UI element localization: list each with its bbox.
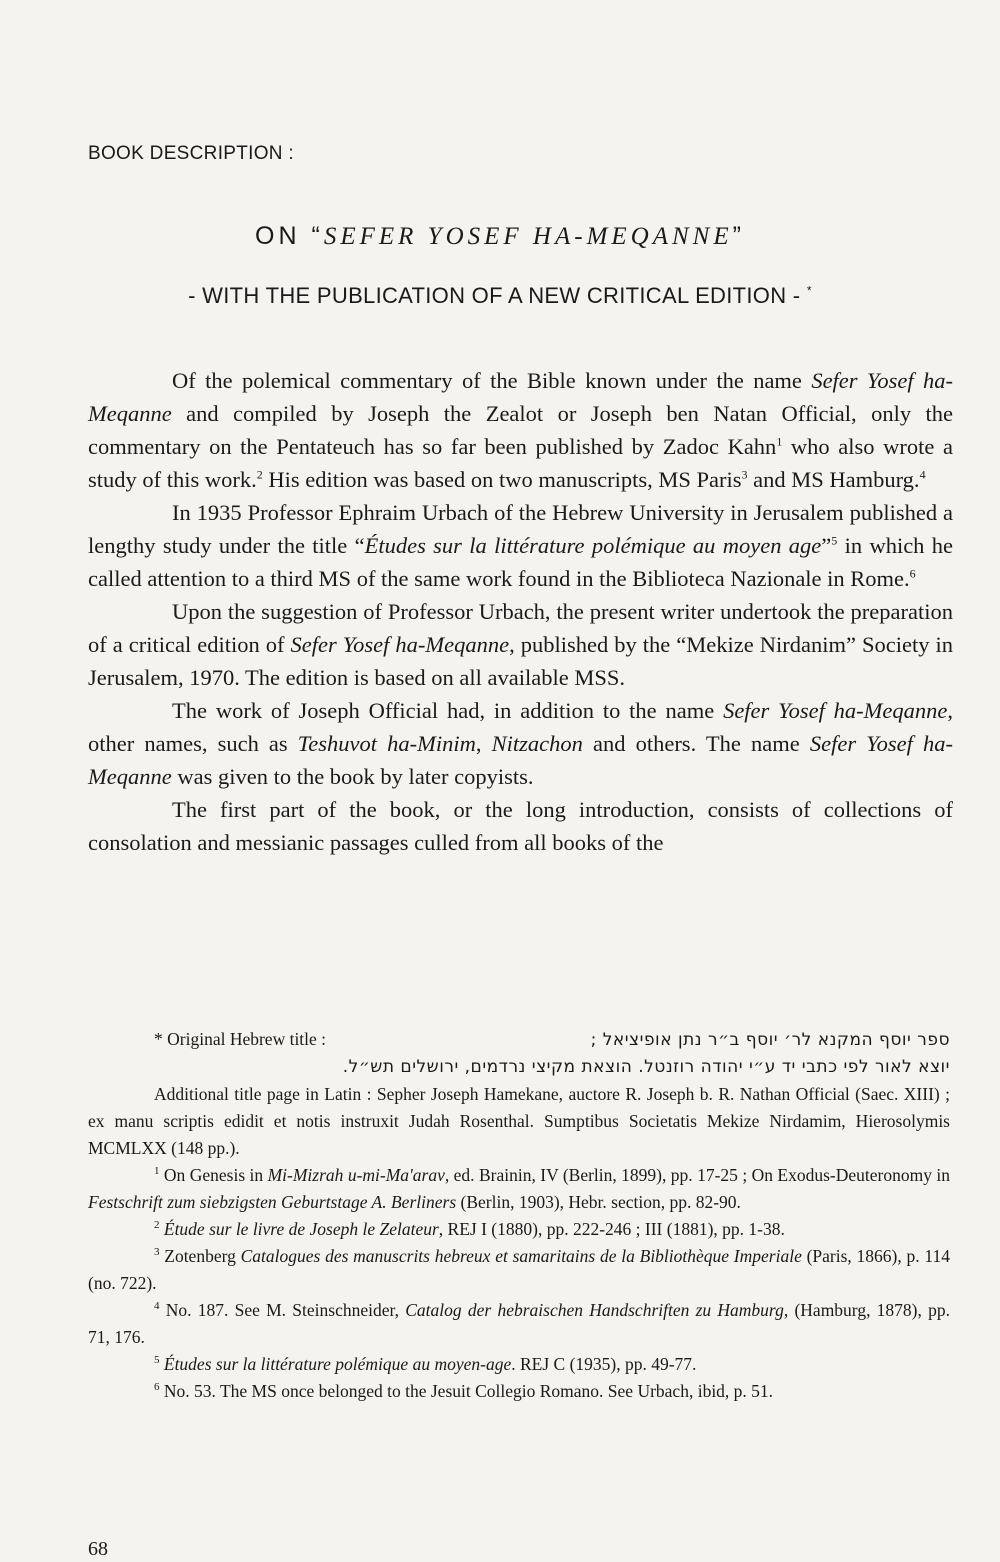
latin-title-note: Additional title page in Latin : Sepher Joseph Hamekane, auctore R. Joseph b. R. Nathan Official (Saec. XIII) ; ex manu scriptis edidit et notis instruxit Judah Rosenthal. Sumptibus Societatis Mekize Nirdamim, Hierosolymis MCMLXX (148 pp.). — [88, 1084, 950, 1158]
fn1-text-1: On Genesis in — [159, 1165, 268, 1185]
footnote-5 — [88, 1351, 950, 1378]
title-prefix: ON “ — [255, 222, 324, 250]
footnote-1-number: 1 — [154, 1165, 160, 1178]
footnote-6 — [88, 1378, 950, 1405]
fn4-text-1: No. 187. See M. Steinschneider, — [159, 1300, 406, 1320]
article-title — [0, 222, 1000, 251]
fn2-italic-1: Étude sur le livre de Joseph le Zelateur — [159, 1219, 439, 1239]
p4-text-5: was given to the book by later copyists. — [171, 764, 534, 789]
hebrew-title-line-1: ספר יוסף המקנא לר׳ יוסף ב״ר נתן אופיציאל ; — [590, 1030, 950, 1050]
footnotes — [88, 1026, 950, 1405]
footnote-4-number: 4 — [154, 1300, 160, 1313]
footnote-ref-5: 5 — [831, 533, 838, 548]
footnote-4 — [88, 1297, 950, 1351]
p2-text-1: In 1935 Professor Ephraim Urbach of the Hebrew University in Jerusalem published a lengthy study under the title “ — [88, 500, 953, 558]
article-subtitle — [0, 283, 1000, 309]
body-text — [88, 364, 953, 859]
footnote-1 — [88, 1162, 950, 1216]
paragraph-1 — [88, 364, 953, 496]
fn1-italic-1: Mi-Mizrah u-mi-Ma'arav — [267, 1165, 445, 1185]
footnote-ref-6: 6 — [909, 566, 916, 581]
fn4-italic-1: Catalog der hebraischen Handschriften zu Hamburg — [405, 1300, 784, 1320]
p4-text-1: The work of Joseph Official had, in addition to the name — [172, 698, 724, 723]
footnote-2 — [88, 1216, 950, 1243]
subtitle-text: - WITH THE PUBLICATION OF A NEW CRITICAL EDITION - — [188, 283, 801, 308]
p3-text-2: , published by the “Mekize Nirdanim” Society in Jerusalem, 1970. The edition is based on all available MSS. — [88, 632, 953, 690]
footnote-3-number: 3 — [154, 1246, 160, 1259]
p1-text-1: Of the polemical commentary of the Bible known under the name — [172, 368, 812, 393]
fn4-text-2: , (Hamburg, 1878), pp. 71, 176. — [88, 1300, 951, 1347]
fn1-text-3: (Berlin, 1903), Hebr. section, pp. 82-90. — [456, 1192, 741, 1212]
footnote-ref-2: 2 — [256, 467, 263, 482]
original-title-label: * Original Hebrew title : — [154, 1029, 327, 1049]
p2-text-3: in which he called attention to a third MS of the same work found in the Biblioteca Nazionale in Rome. — [88, 533, 953, 591]
p3-italic-1: Sefer Yosef ha-Meqanne — [290, 632, 510, 657]
footnote-5-number: 5 — [154, 1354, 160, 1367]
p1-text-5: and MS Hamburg. — [747, 467, 920, 492]
fn1-text-2: , ed. Brainin, IV (Berlin, 1899), pp. 17-25 ; On Exodus-Deuteronomy in — [444, 1165, 950, 1185]
p5-text-1: The first part of the book, or the long introduction, consists of collections of consolation and messianic passages culled from all books of the — [88, 797, 953, 855]
footnote-ref-4: 4 — [919, 467, 926, 482]
footnote-3 — [88, 1243, 950, 1297]
p1-text-3: who also wrote a study of this work. — [88, 434, 953, 492]
title-italic: SEFER YOSEF HA-MEQANNE — [323, 223, 733, 250]
p4-italic-4: Sefer Yosef ha-Meqanne — [88, 731, 954, 789]
fn3-italic-1: Catalogues des manuscrits hebreux et samaritains de la Bibliothèque Imperiale — [240, 1246, 802, 1266]
paragraph-4 — [88, 694, 953, 793]
p4-text-2: , other names, such as — [88, 698, 953, 756]
fn5-italic-1: Études sur la littérature polémique au moyen-age — [159, 1354, 512, 1374]
section-label: BOOK DESCRIPTION : — [88, 143, 294, 164]
p1-italic-1: Sefer Yosef ha-Meqanne — [88, 368, 953, 426]
p1-text-4: His edition was based on two manuscripts, MS Paris — [262, 467, 742, 492]
paragraph-3 — [88, 595, 953, 694]
subtitle-footnote-mark: * — [806, 283, 812, 298]
p1-text-2: and compiled by Joseph the Zealot or Joseph ben Natan Official, only the commentary on the Pentateuch has so far been published by Zadoc Kahn — [88, 401, 953, 459]
title-suffix: ” — [732, 222, 745, 250]
p4-text-3: , — [475, 731, 492, 756]
footnote-2-number: 2 — [154, 1219, 160, 1232]
page-number: 68 — [88, 1538, 108, 1560]
p2-text-2: ” — [821, 533, 832, 558]
footnote-6-number: 6 — [154, 1381, 160, 1394]
fn5-text-1: . REJ C (1935), pp. 49-77. — [511, 1354, 697, 1374]
p4-italic-2: Teshuvot ha-Minim — [297, 731, 476, 756]
paragraph-2 — [88, 496, 953, 595]
p4-italic-3: Nitzachon — [491, 731, 583, 756]
fn6-text-1: No. 53. The MS once belonged to the Jesuit Collegio Romano. See Urbach, ibid, p. 51. — [159, 1381, 774, 1401]
fn3-text-2: (Paris, 1866), p. 114 (no. 722). — [88, 1246, 950, 1293]
footnote-ref-1: 1 — [776, 434, 783, 449]
p4-italic-1: Sefer Yosef ha-Meqanne — [723, 698, 948, 723]
fn2-text-1: , REJ I (1880), pp. 222-246 ; III (1881), pp. 1-38. — [438, 1219, 785, 1239]
fn3-text-1: Zotenberg — [159, 1246, 241, 1266]
footnote-ref-3: 3 — [741, 467, 748, 482]
paragraph-5 — [88, 793, 953, 859]
hebrew-title-line-2: יוצא לאור לפי כתבי יד ע״י יהודה רוזנטל. הוצאת מקיצי נרדמים, ירושלים תש״ל. — [342, 1057, 950, 1077]
p4-text-4: and others. The name — [582, 731, 810, 756]
fn1-italic-2: Festschrift zum siebzigsten Geburtstage A. Berliners — [88, 1192, 457, 1212]
p3-text-1: Upon the suggestion of Professor Urbach, the present writer undertook the preparation of a critical edition of — [88, 599, 953, 657]
footnote-original-title — [88, 1026, 950, 1054]
p2-italic-1: Études sur la littérature polémique au moyen age — [364, 533, 822, 558]
